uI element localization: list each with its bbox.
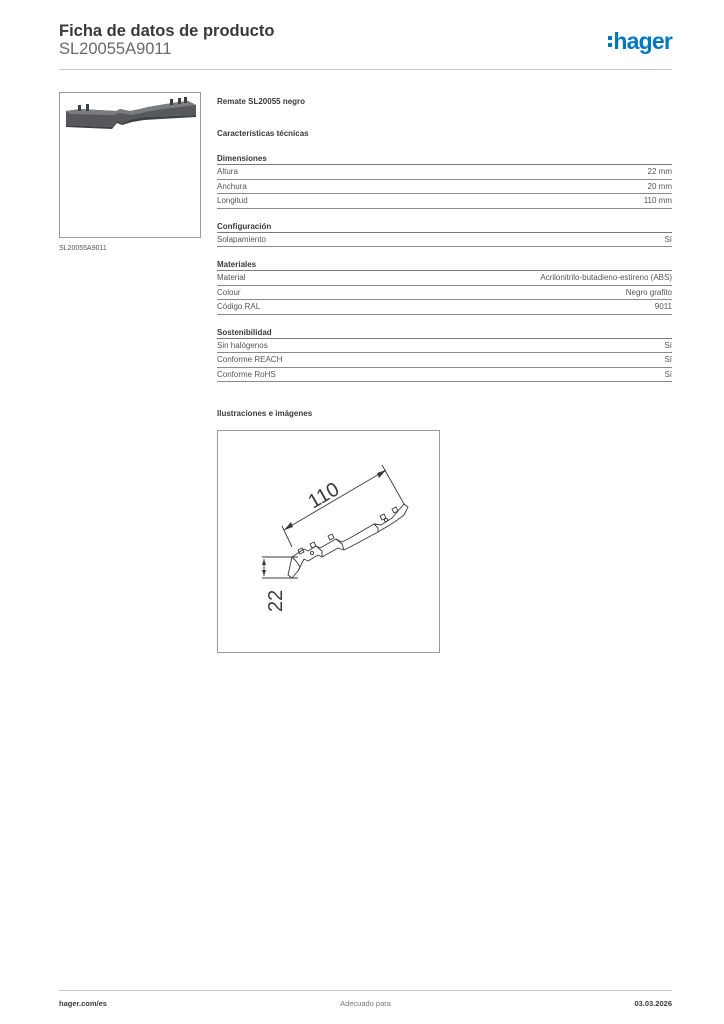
page-header xyxy=(59,20,672,70)
photo-caption: SL20055A9011 xyxy=(59,245,107,252)
illustrations-heading: Ilustraciones e imágenes xyxy=(217,409,313,418)
spec-group-materiales xyxy=(217,258,672,315)
spec-heading: Características técnicas xyxy=(217,129,309,138)
height-dimension-label: 22 xyxy=(265,589,287,612)
group-title: Materiales xyxy=(217,258,672,271)
product-reference: SL20055A9011 xyxy=(59,40,172,58)
spec-row xyxy=(217,194,672,209)
dimension-drawing-image xyxy=(218,431,441,654)
spec-row xyxy=(217,353,672,368)
product-name: Remate SL20055 negro xyxy=(217,97,306,106)
spec-label: Longitud xyxy=(217,196,248,205)
group-title: Configuración xyxy=(217,220,672,233)
spec-row xyxy=(217,271,672,286)
spec-label: Colour xyxy=(217,287,241,297)
spec-value: Sí xyxy=(664,355,672,364)
spec-value: Negro grafito xyxy=(625,287,672,297)
length-dimension-label: 110 xyxy=(304,478,344,514)
group-title: Dimensiones xyxy=(217,152,672,165)
spec-row xyxy=(217,180,672,195)
spec-label: Altura xyxy=(217,167,238,176)
spec-label: Conforme RoHS xyxy=(217,369,276,379)
spec-value: Sí xyxy=(664,369,672,379)
spec-label: Anchura xyxy=(217,181,247,191)
group-title: Sostenibilidad xyxy=(217,326,672,339)
spec-row xyxy=(217,286,672,301)
hager-logo xyxy=(608,28,672,54)
spec-row xyxy=(217,233,672,248)
dimension-drawing xyxy=(217,430,440,653)
product-photo-image xyxy=(60,93,202,239)
document-title: Ficha de datos de producto xyxy=(59,22,275,40)
footer-note: Adecuado para xyxy=(340,999,391,1008)
spec-value: 110 mm xyxy=(643,196,672,205)
spec-section xyxy=(217,95,672,382)
spec-value: 22 mm xyxy=(647,167,672,176)
spec-value: Sí xyxy=(664,234,672,244)
spec-label: Conforme REACH xyxy=(217,355,283,364)
spec-label: Solapamiento xyxy=(217,234,266,244)
page-footer xyxy=(59,990,672,1010)
spec-group-sostenibilidad xyxy=(217,326,672,383)
spec-label: Material xyxy=(217,273,246,282)
spec-label: Sin halógenos xyxy=(217,340,268,350)
spec-value: Sí xyxy=(664,340,672,350)
website-link[interactable]: hager.com/es xyxy=(59,999,107,1008)
spec-value: 9011 xyxy=(654,302,672,311)
spec-group-configuracion xyxy=(217,220,672,248)
spec-row xyxy=(217,165,672,180)
document-date: 03.03.2026 xyxy=(634,999,672,1008)
spec-row xyxy=(217,300,672,315)
spec-row xyxy=(217,368,672,383)
logo-text: hager xyxy=(613,27,672,54)
spec-row xyxy=(217,339,672,354)
spec-value: Acrilonitrilo-butadieno-estireno (ABS) xyxy=(540,273,672,282)
spec-label: Código RAL xyxy=(217,302,261,311)
product-photo xyxy=(59,92,201,238)
spec-group-dimensiones xyxy=(217,152,672,209)
logo-dots-icon xyxy=(608,36,612,47)
spec-value: 20 mm xyxy=(647,181,672,191)
